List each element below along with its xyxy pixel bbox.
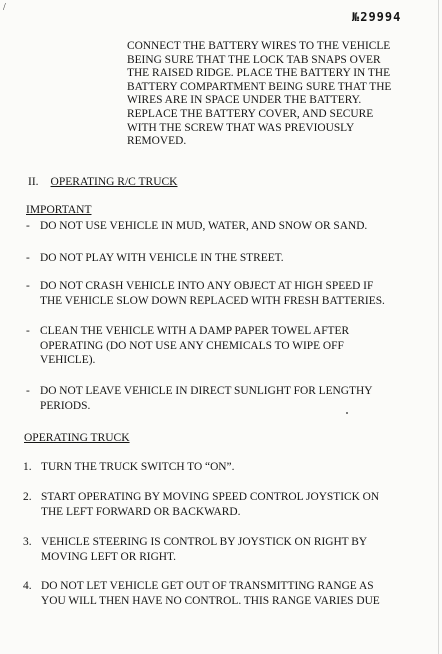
paragraph-line: REPLACE THE BATTERY COVER, AND SECURE <box>127 107 374 120</box>
important-heading: IMPORTANT <box>26 204 92 216</box>
edge-mark: / <box>3 2 6 13</box>
step-number: 4. <box>23 580 32 592</box>
paragraph-line: BEING SURE THAT THE LOCK TAB SNAPS OVER <box>127 53 381 66</box>
paragraph-line: CONNECT THE BATTERY WIRES TO THE VEHICLE <box>127 40 391 52</box>
paragraph-line: WIRES ARE IN SPACE UNDER THE BATTERY. <box>127 94 362 107</box>
operating-step: 1. TURN THE TRUCK SWITCH TO “ON”. <box>23 461 235 473</box>
section-numeral: II. <box>28 176 39 188</box>
step-number: 2. <box>23 491 32 503</box>
bullet-dash: - <box>26 220 30 232</box>
important-item: - CLEAN THE VEHICLE WITH A DAMP PAPER TOWEL AFTER OPERATING (DO NOT USE ANY CHEMICALS TO WIPE OFF VEHICLE). <box>26 325 350 366</box>
paragraph-line: WITH THE SCREW THAT WAS PREVIOUSLY <box>127 121 355 134</box>
scan-speck <box>346 412 348 414</box>
bullet-dash: - <box>26 385 30 397</box>
bullet-dash: - <box>26 325 30 337</box>
step-number: 1. <box>23 461 32 473</box>
important-item: - DO NOT PLAY WITH VEHICLE IN THE STREET. <box>26 252 284 264</box>
important-item: - DO NOT CRASH VEHICLE INTO ANY OBJECT AT HIGH SPEED IF THE VEHICLE SLOW DOWN REPLACED WITH FRESH BATTERIES. <box>26 280 385 307</box>
document-number: №29994 <box>352 10 402 24</box>
operating-step: 4. DO NOT LET VEHICLE GET OUT OF TRANSMITTING RANGE AS YOU WILL THEN HAVE NO CONTROL. THIS RANGE VARIES DUE <box>23 580 380 607</box>
battery-instructions-paragraph <box>127 40 417 149</box>
section-title: OPERATING R/C TRUCK <box>50 176 178 188</box>
bullet-dash: - <box>26 252 30 264</box>
section-heading <box>28 176 178 188</box>
paragraph-line: BATTERY COMPARTMENT BEING SURE THAT THE <box>127 80 392 93</box>
paragraph-line: REMOVED. <box>127 135 187 148</box>
important-item: - DO NOT USE VEHICLE IN MUD, WATER, AND SNOW OR SAND. <box>26 220 368 232</box>
operating-step: 2. START OPERATING BY MOVING SPEED CONTROL JOYSTICK ON THE LEFT FORWARD OR BACKWARD. <box>23 491 380 518</box>
bullet-dash: - <box>26 280 30 292</box>
operating-truck-heading: OPERATING TRUCK <box>24 432 130 444</box>
important-item: - DO NOT LEAVE VEHICLE IN DIRECT SUNLIGHT FOR LENGTHY PERIODS. <box>26 385 373 412</box>
operating-step: 3. VEHICLE STEERING IS CONTROL BY JOYSTICK ON RIGHT BY MOVING LEFT OR RIGHT. <box>23 536 368 563</box>
paragraph-line: THE RAISED RIDGE. PLACE THE BATTERY IN THE <box>127 67 391 80</box>
page-edge-line <box>438 0 439 654</box>
step-number: 3. <box>23 536 32 548</box>
